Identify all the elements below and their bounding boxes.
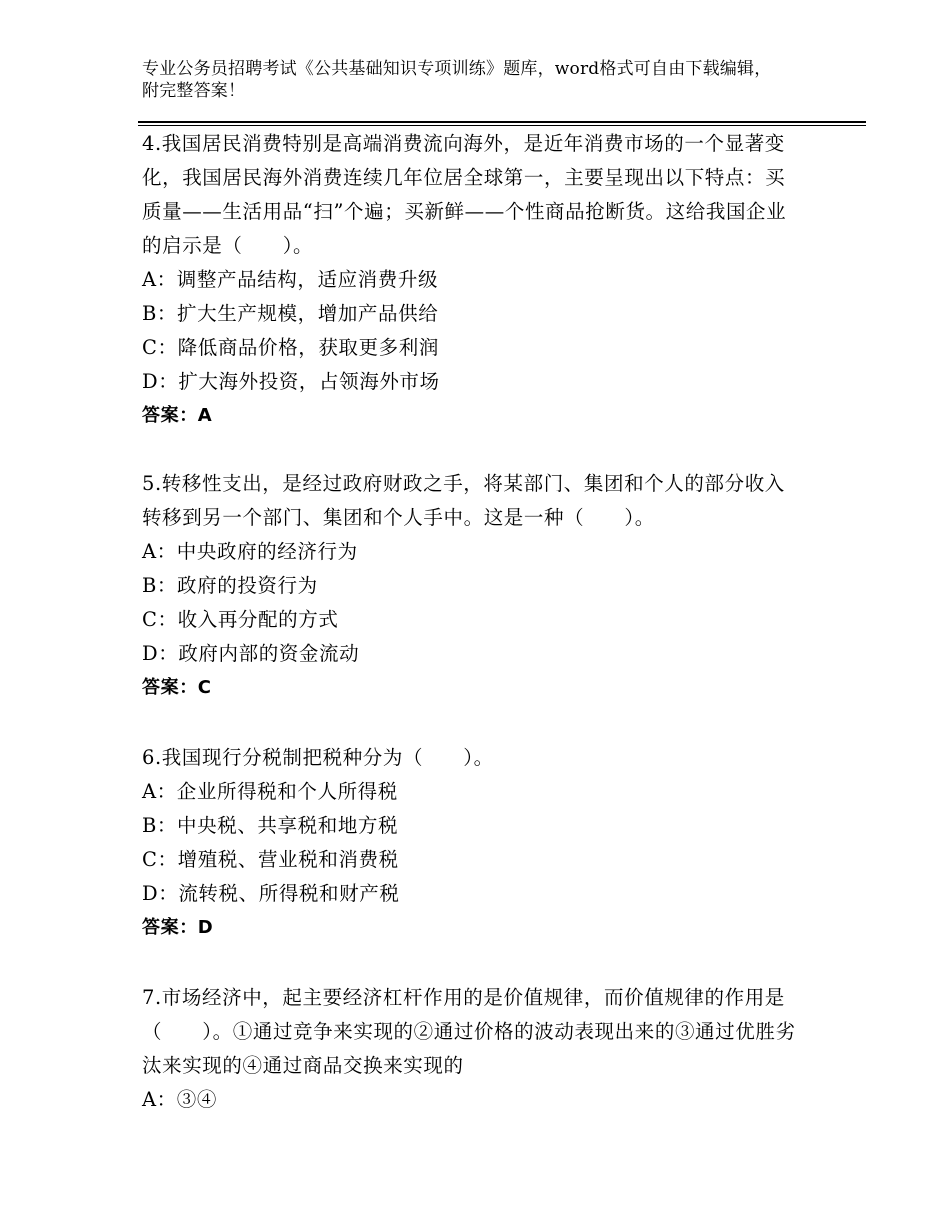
option-d: D：扩大海外投资，占领海外市场 [142,370,440,393]
answer-label: 答案：A [142,405,213,426]
option-b: B：中央税、共享税和地方税 [142,814,399,837]
header-rule-thin [138,125,866,126]
document-header: 专业公务员招聘考试《公共基础知识专项训练》题库，word格式可自由下载编辑，附完整答案！ [142,59,772,101]
option-a: A：中央政府的经济行为 [142,540,358,563]
option-c: C：收入再分配的方式 [142,608,339,631]
option-a: A：企业所得税和个人所得税 [142,780,398,803]
option-b: B：政府的投资行为 [142,574,318,597]
question-stem: 4.我国居民消费特别是高端消费流向海外，是近年消费市场的一个显著变化，我国居民海外消费连续几年位居全球第一，主要呈现出以下特点：买质量——生活用品“扫”个遍；买新鲜——个性商品抢断货。这给我国企业的启示是（ ）。 [142,132,787,257]
option-c: C：增殖税、营业税和消费税 [142,848,399,871]
question-6 [142,741,802,945]
question-5 [142,467,802,705]
question-stem: 5.转移性支出，是经过政府财政之手，将某部门、集团和个人的部分收入转移到另一个部门、集团和个人手中。这是一种（ ）。 [142,472,785,529]
header-rule-thick [138,121,866,123]
answer-label: 答案：D [142,917,214,938]
option-d: D：流转税、所得税和财产税 [142,882,400,905]
question-7 [142,981,802,1117]
option-c: C：降低商品价格，获取更多利润 [142,336,439,359]
answer-label: 答案：C [142,677,212,698]
question-stem: 7.市场经济中，起主要经济杠杆作用的是价值规律，而价值规律的作用是（ ）。①通过竞争来实现的②通过价格的波动表现出来的③通过优胜劣汰来实现的④通过商品交换来实现的 [142,986,796,1077]
question-stem: 6.我国现行分税制把税种分为（ ）。 [142,746,494,769]
question-4 [142,127,802,433]
option-a: A：③④ [142,1088,217,1111]
option-d: D：政府内部的资金流动 [142,642,360,665]
option-b: B：扩大生产规模，增加产品供给 [142,302,439,325]
option-a: A：调整产品结构，适应消费升级 [142,268,439,291]
